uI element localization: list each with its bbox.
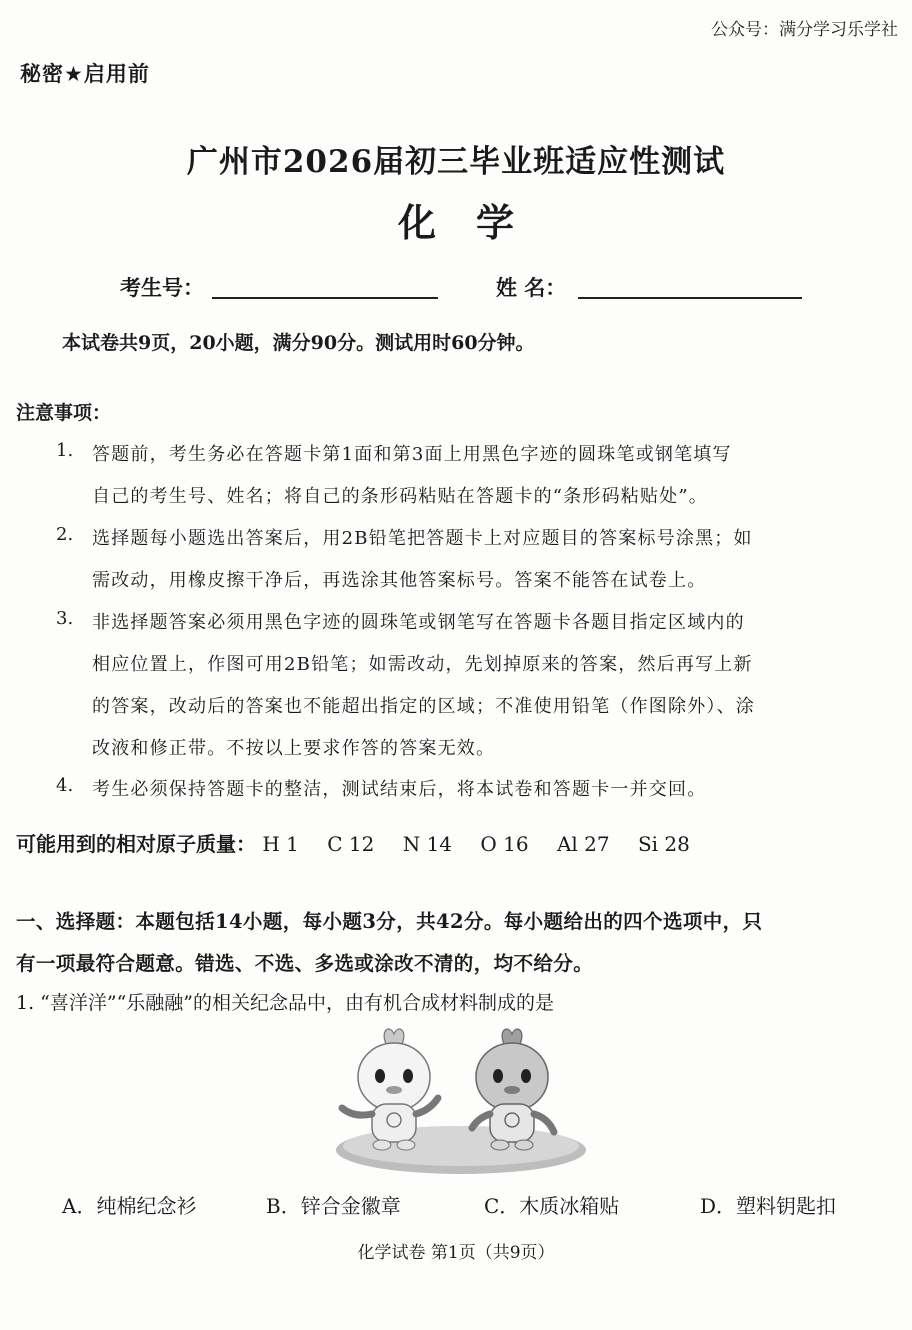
notice-line: 答题前，考生务必在答题卡第1面和第3面上用黑色字迹的圆珠笔或钢笔填写 bbox=[92, 444, 732, 465]
mascot-figure bbox=[328, 1022, 594, 1180]
watermark: 公众号：满分学习乐学社 bbox=[711, 20, 898, 40]
name-label: 姓 名： bbox=[496, 276, 567, 300]
option-b: B．锌合金徽章 bbox=[266, 1194, 401, 1218]
section-instruction: 一、选择题：本题包括14小题，每小题3分，共42分。每小题给出的四个选项中，只 bbox=[16, 910, 763, 933]
notice-line: 需改动，用橡皮擦干净后，再选涂其他答案标号。答案不能答在试卷上。 bbox=[92, 570, 707, 591]
name-line bbox=[578, 297, 802, 299]
exam-title: 广州市2026届初三毕业班适应性测试 bbox=[186, 144, 726, 180]
candidate-no-label: 考生号： bbox=[120, 276, 204, 300]
notice-item-number: 2. bbox=[56, 524, 74, 545]
notice-line: 考生必须保持答题卡的整洁，测试结束后，将本试卷和答题卡一并交回。 bbox=[92, 779, 707, 800]
atomic-mass-value: Al 27 bbox=[556, 832, 610, 856]
page-footer: 化学试卷 第1页（共9页） bbox=[357, 1243, 555, 1263]
exam-intro: 本试卷共9页，20小题，满分90分。测试用时60分钟。 bbox=[62, 332, 535, 354]
atomic-mass-value: O 16 bbox=[480, 832, 529, 856]
atomic-masses bbox=[16, 828, 712, 857]
notice-line: 选择题每小题选出答案后，用2B铅笔把答题卡上对应题目的答案标号涂黑；如 bbox=[92, 528, 753, 549]
notice-line: 相应位置上，作图可用2B铅笔；如需改动，先划掉原来的答案，然后再写上新 bbox=[92, 654, 753, 675]
option-c: C．木质冰箱贴 bbox=[484, 1194, 620, 1218]
candidate-no-line bbox=[212, 297, 438, 299]
atomic-mass-value: H 1 bbox=[262, 832, 299, 856]
notice-heading: 注意事项： bbox=[16, 402, 112, 424]
notice-item-number: 4. bbox=[56, 775, 74, 796]
notice-item-number: 3. bbox=[56, 608, 74, 629]
notice-item-number: 1. bbox=[56, 440, 74, 461]
notice-line: 改液和修正带。不按以上要求作答的答案无效。 bbox=[92, 738, 496, 759]
section-instruction: 有一项最符合题意。错选、不选、多选或涂改不清的，均不给分。 bbox=[16, 952, 594, 975]
option-d: D．塑料钥匙扣 bbox=[700, 1194, 837, 1218]
atomic-masses-label: 可能用到的相对原子质量： bbox=[16, 832, 256, 856]
exam-subject: 化学 bbox=[397, 200, 554, 245]
notice-line: 非选择题答案必须用黑色字迹的圆珠笔或钢笔写在答题卡各题目指定区域内的 bbox=[92, 612, 745, 633]
question-stem: 1. “喜洋洋”“乐融融”的相关纪念品中，由有机合成材料制成的是 bbox=[16, 992, 555, 1014]
notice-line: 自己的考生号、姓名；将自己的条形码粘贴在答题卡的“条形码粘贴处”。 bbox=[92, 486, 709, 507]
atomic-mass-value: Si 28 bbox=[637, 832, 690, 856]
confidential-mark: 秘密★启用前 bbox=[20, 62, 150, 86]
notice-line: 的答案，改动后的答案也不能超出指定的区域；不准使用铅笔（作图除外）、涂 bbox=[92, 696, 755, 717]
atomic-mass-value: N 14 bbox=[402, 832, 453, 856]
atomic-mass-value: C 12 bbox=[327, 832, 375, 856]
option-a: A．纯棉纪念衫 bbox=[62, 1194, 197, 1218]
